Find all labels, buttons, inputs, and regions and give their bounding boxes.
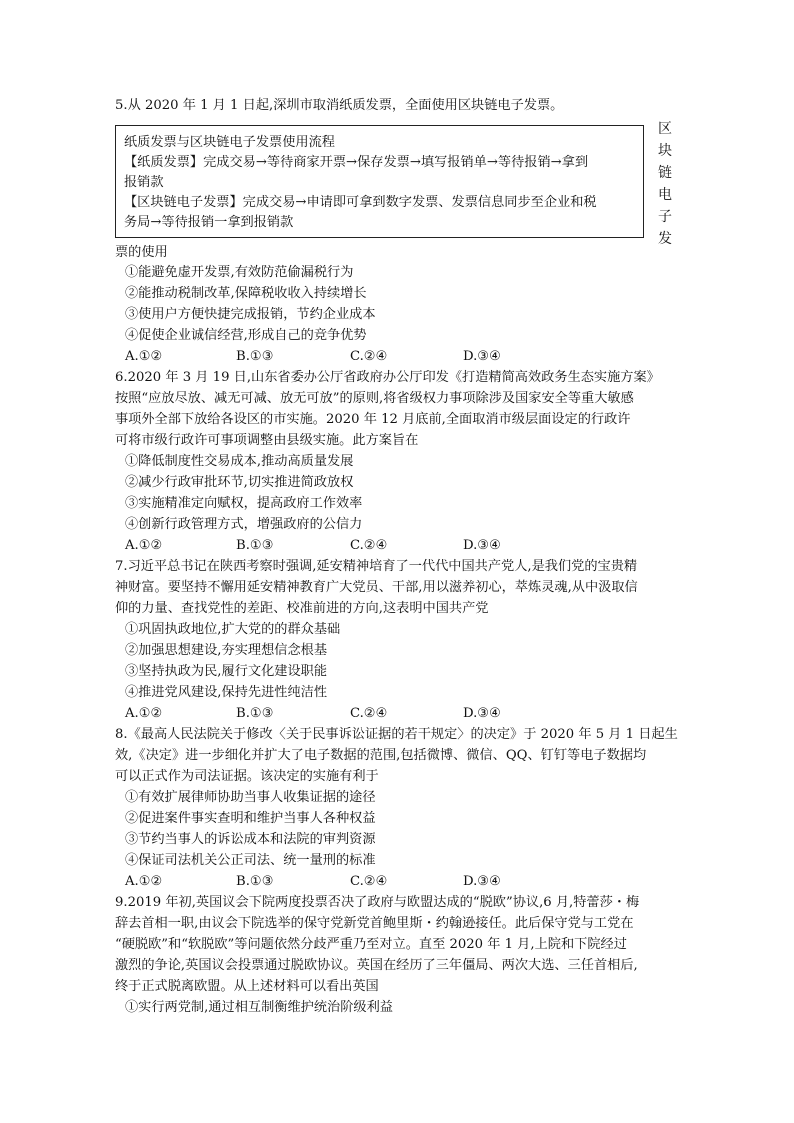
q7-answer-a: A.①②: [125, 706, 163, 721]
q8-option-3: ③节约当事人的诉讼成本和法院的审判资源: [125, 832, 376, 847]
q5-answer-a: A.①②: [125, 349, 163, 364]
q5-box-line-1: 【纸质发票】完成交易→等待商家开票→保存发票→填写报销单→等待报销→拿到: [124, 155, 589, 170]
q5-vertical-char: 区: [658, 121, 672, 137]
q5-material-box: [115, 125, 644, 238]
q5-option-3: ③使用户方便快捷完成报销，节约企业成本: [125, 307, 376, 322]
q6-answer-a: A.①②: [125, 538, 163, 553]
q6-option-4: ④创新行政管理方式，增强政府的公信力: [125, 517, 363, 532]
q5-vertical-char: 块: [658, 143, 672, 159]
q6-stem-line-3: 事项外全部下放给各设区的市实施。2020 年 12 月底前,全面取消市级层面设定的行政许: [115, 412, 631, 427]
q7-stem-line-2: 神财富。要坚持不懈用延安精神教育广大党员、干部,用以滋养初心，萃炼灵魂,从中汲取信: [115, 580, 638, 595]
q5-vertical-char: 发: [658, 231, 672, 247]
q7-option-2: ②加强思想建设,夯实理想信念根基: [125, 643, 328, 658]
q8-stem-line-2: 效,《决定》进一步细化并扩大了电子数据的范围,包括微博、微信、QQ、钉钉等电子数据均: [115, 748, 647, 763]
q7-answer-b: B.①③: [236, 706, 274, 721]
q5-vertical-char: 电: [658, 187, 672, 203]
q5-answer-b: B.①③: [236, 349, 274, 364]
q6-stem-line-2: 按照“应放尽放、减无可减、放无可放”的原则,将省级权力事项除涉及国家安全等重大敏感: [115, 391, 634, 406]
q9-stem-line-4: 激烈的争论,英国议会投票通过脱欧协议。英国在经历了三年僵局、两次大选、三任首相后,: [115, 958, 638, 973]
q8-answer-a: A.①②: [125, 874, 163, 889]
q5-stem: 5.从 2020 年 1 月 1 日起,深圳市取消纸质发票，全面使用区块链电子发票。: [115, 98, 564, 113]
q5-option-4: ④促使企业诚信经营,形成自己的竞争优势: [125, 328, 367, 343]
q6-answer-b: B.①③: [236, 538, 274, 553]
q5-vertical-text: [657, 118, 673, 250]
q8-answer-b: B.①③: [236, 874, 274, 889]
q5-stem-tail: 票的使用: [115, 245, 168, 260]
q7-answer-d: D.③④: [463, 706, 501, 721]
q9-option-1: ①实行两党制,通过相互制衡维护统治阶级利益: [125, 1000, 393, 1015]
q6-option-3: ③实施精准定向赋权，提高政府工作效率: [125, 496, 363, 511]
q6-option-2: ②减少行政审批环节,切实推进简政放权: [125, 475, 354, 490]
q5-box-title: 纸质发票与区块链电子发票使用流程: [124, 135, 335, 150]
q6-stem-line-1: 6.2020 年 3 月 19 日,山东省委办公厅省政府办公厅印发《打造精简高效政务生态实施方案》: [115, 370, 660, 385]
q5-box-line-3: 【区块链电子发票】完成交易→申请即可拿到数字发票、发票信息同步至企业和税: [124, 195, 597, 210]
q5-vertical-char: 链: [658, 165, 672, 181]
q7-stem-line-3: 仰的力量、查找党性的差距、校准前进的方向,这表明中国共产党: [115, 601, 489, 616]
q5-option-1: ①能避免虚开发票,有效防范偷漏税行为: [125, 265, 354, 280]
q9-stem-line-2: 辞去首相一职,由议会下院选举的保守党新党首鲍里斯・约翰逊接任。此后保守党与工党在: [115, 916, 634, 931]
q8-answer-d: D.③④: [463, 874, 501, 889]
q8-stem-line-3: 可以正式作为司法证据。该决定的实施有利于: [115, 769, 379, 784]
q7-stem-line-1: 7.习近平总书记在陕西考察时强调,延安精神培育了一代代中国共产党人,是我们党的宝贵精: [115, 559, 638, 574]
q5-box-line-2: 报销款: [124, 175, 164, 190]
q8-option-4: ④保证司法机关公正司法、统一量刑的标准: [125, 853, 376, 868]
q5-answer-d: D.③④: [463, 349, 501, 364]
q5-option-2: ②能推动税制改革,保障税收收入持续增长: [125, 286, 367, 301]
q8-stem-line-1: 8.《最高人民法院关于修改〈关于民事诉讼证据的若干规定〉的决定》于 2020 年 5 月 1 日起生: [115, 727, 678, 742]
q6-answer-d: D.③④: [463, 538, 501, 553]
q9-stem-line-3: “硬脱欧”和“软脱欧”等问题依然分歧严重乃至对立。直至 2020 年 1 月,上院和下院经过: [115, 937, 627, 952]
q5-answer-c: C.②④: [350, 349, 388, 364]
q6-option-1: ①降低制度性交易成本,推动高质量发展: [125, 454, 354, 469]
q6-stem-line-4: 可将市级行政许可事项调整由县级实施。此方案旨在: [115, 433, 419, 448]
q7-option-4: ④推进党风建设,保持先进性纯洁性: [125, 685, 328, 700]
q5-vertical-char: 子: [658, 209, 672, 225]
q8-answer-c: C.②④: [350, 874, 388, 889]
q5-box-line-4: 务局→等待报销一拿到报销款: [124, 215, 294, 230]
q7-answer-c: C.②④: [350, 706, 388, 721]
q6-answer-c: C.②④: [350, 538, 388, 553]
q9-stem-line-5: 终于正式脱离欧盟。从上述材料可以看出英国: [115, 979, 379, 994]
q8-option-2: ②促进案件事实查明和维护当事人各种权益: [125, 811, 376, 826]
q8-option-1: ①有效扩展律师协助当事人收集证据的途径: [125, 790, 376, 805]
q9-stem-line-1: 9.2019 年初,英国议会下院两度投票否决了政府与欧盟达成的“脱欧”协议,6 月,特蕾莎・梅: [115, 895, 640, 910]
q7-option-3: ③坚持执政为民,履行文化建设职能: [125, 664, 328, 679]
q7-option-1: ①巩固执政地位,扩大党的的群众基础: [125, 622, 341, 637]
